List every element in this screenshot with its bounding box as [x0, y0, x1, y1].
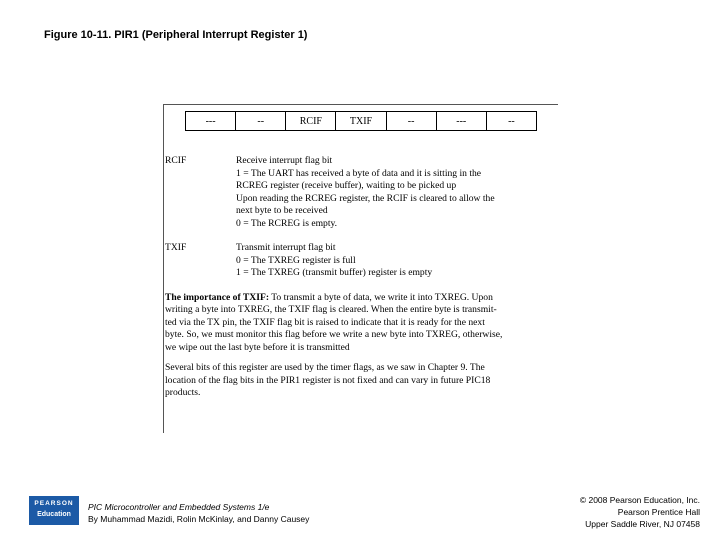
txif-importance-paragraph [165, 292, 558, 355]
importance-first-line: To transmit a byte of data, we write it into TXREG. Upon [269, 291, 493, 303]
book-authors: By Muhammad Mazidi, Rolin McKinlay, and Danny Causey [88, 514, 310, 524]
register-bit-table [185, 111, 537, 131]
slide-title: Figure 10-11. PIR1 (Peripheral Interrupt Register 1) [44, 29, 308, 41]
footer-book-info [88, 501, 309, 525]
note-line: location of the flag bits in the PIR1 register is not fixed and can vary in future PIC18 [165, 374, 491, 386]
importance-line: writing a byte into TXREG, the TXIF flag is cleared. When the entire byte is transmit- [165, 304, 497, 315]
register-bit-7: --- [186, 112, 236, 131]
register-note-paragraph [165, 362, 558, 400]
importance-line: we wipe out the last byte before it is transmitted [165, 341, 350, 353]
rcif-line: RCREG register (receive buffer), waiting to be picked up [236, 180, 457, 191]
footer-copyright [580, 494, 700, 530]
register-bit-2: --- [436, 112, 486, 131]
txif-bit-text [236, 242, 432, 280]
importance-line: byte. So, we must monitor this flag before we write a new byte into TXREG, otherwise, [165, 329, 503, 340]
rcif-description [165, 155, 558, 230]
register-bit-5: RCIF [286, 112, 336, 131]
rcif-line: 1 = The UART has received a byte of data and it is sitting in the [236, 167, 482, 179]
note-line: products. [165, 387, 201, 398]
txif-line: 1 = The TXREG (transmit buffer) register is empty [236, 267, 433, 278]
rcif-bit-name: RCIF [165, 155, 187, 166]
publisher-line: Pearson Prentice Hall [617, 507, 700, 517]
rcif-line: 0 = The RCREG is empty. [236, 217, 338, 229]
address-line: Upper Saddle River, NJ 07458 [585, 519, 700, 529]
register-bit-4: TXIF [336, 112, 386, 131]
rcif-line: Upon reading the RCREG register, the RCIF is cleared to allow the [236, 192, 495, 204]
txif-bit-name: TXIF [165, 242, 187, 253]
book-title: PIC Microcontroller and Embedded Systems 1/e [88, 502, 270, 512]
rcif-line: Receive interrupt flag bit [236, 155, 333, 166]
importance-line: ted via the TX pin, the TXIF flag bit is raised to indicate that it is ready for the next [165, 316, 485, 328]
copyright-line: © 2008 Pearson Education, Inc. [579, 495, 700, 505]
figure-text [165, 155, 558, 408]
txif-line: 0 = The TXREG register is full [236, 254, 356, 266]
register-bit-3: -- [386, 112, 436, 131]
register-bit-6: -- [236, 112, 286, 131]
rcif-bit-text [236, 155, 495, 230]
txif-line: Transmit interrupt flag bit [236, 242, 336, 253]
note-line: Several bits of this register are used by the timer flags, as we saw in Chapter 9. The [165, 362, 485, 373]
rcif-line: next byte to be received [236, 205, 328, 216]
importance-heading: The importance of TXIF: [165, 291, 270, 303]
pearson-logo: PEARSON Education [29, 496, 79, 525]
register-bit-1: -- [486, 112, 536, 131]
txif-description [165, 242, 558, 280]
